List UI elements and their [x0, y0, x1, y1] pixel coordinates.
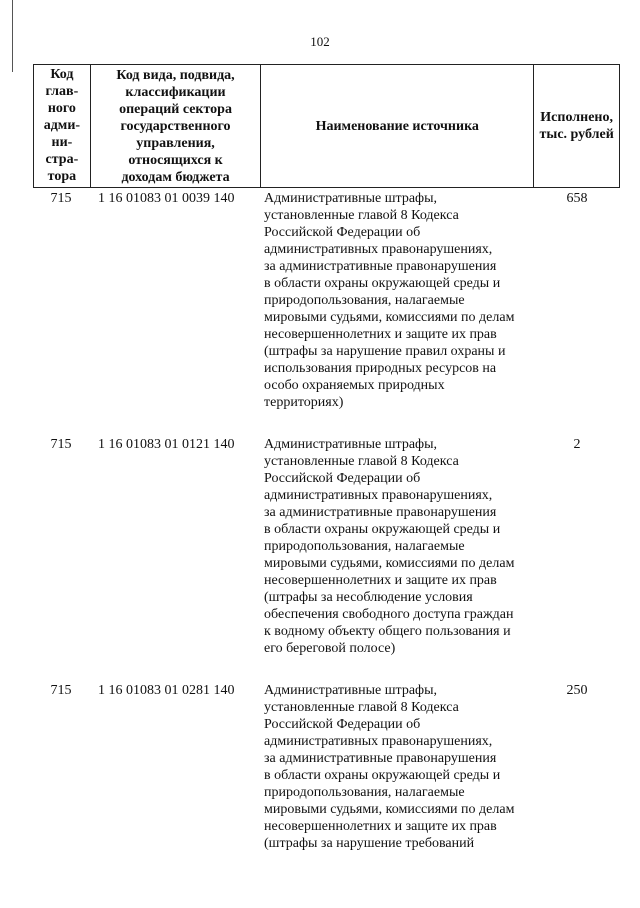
table-header — [33, 64, 620, 188]
cell-executed: 2 — [573, 437, 581, 452]
cell-source-name: Административные штрафы, установленные главой 8 Кодекса Российской Федерации об административных правонарушениях, за административные правонарушения в области охраны окружающей среды и природопользования, налагаемые мировыми судьями, комиссиями по делам несовершеннолетних и защите их прав (штрафы за несоблюдение условия обеспечения свободного доступа граждан к водному объекту общего пользования и его береговой полосе) — [264, 437, 515, 656]
header-admin-code — [34, 65, 90, 187]
cell-executed: 250 — [566, 683, 588, 698]
header-executed — [533, 65, 619, 187]
cell-source-name: Административные штрафы, установленные главой 8 Кодекса Российской Федерации об административных правонарушениях, за административные правонарушения в области охраны окружающей среды и природопользования, налагаемые мировыми судьями, комиссиями по делам несовершеннолетних и защите их прав (штрафы за нарушение правил охраны и использования природных ресурсов на особо охраняемых природных территориях) — [264, 191, 515, 410]
header-source-name-text: Наименование источника — [315, 118, 479, 134]
cell-income-code: 1 16 01083 01 0121 140 — [98, 437, 235, 452]
page-number: 102 — [310, 34, 330, 49]
cell-income-code: 1 16 01083 01 0281 140 — [98, 683, 235, 698]
cell-source-name: Административные штрафы, установленные главой 8 Кодекса Российской Федерации об административных правонарушениях, за административные правонарушения в области охраны окружающей среды и природопользования, налагаемые мировыми судьями, комиссиями по делам несовершеннолетних и защите их прав (штрафы за нарушение требований — [264, 683, 515, 851]
cell-admin-code: 715 — [50, 683, 72, 698]
header-income-code-text: Код вида, подвида, классификации операций сектора государственного управления, относящихся к доходам бюджета — [116, 67, 235, 185]
header-admin-code-text: Код глав- ного адми- ни- стра- тора — [43, 67, 81, 184]
cell-admin-code: 715 — [50, 191, 72, 206]
cell-executed: 658 — [566, 191, 588, 206]
header-executed-text: Исполнено, тыс. рублей — [539, 110, 614, 142]
cell-admin-code: 715 — [50, 437, 72, 452]
header-source-name — [260, 65, 533, 187]
cell-income-code: 1 16 01083 01 0039 140 — [98, 191, 235, 206]
header-income-code — [90, 65, 260, 187]
